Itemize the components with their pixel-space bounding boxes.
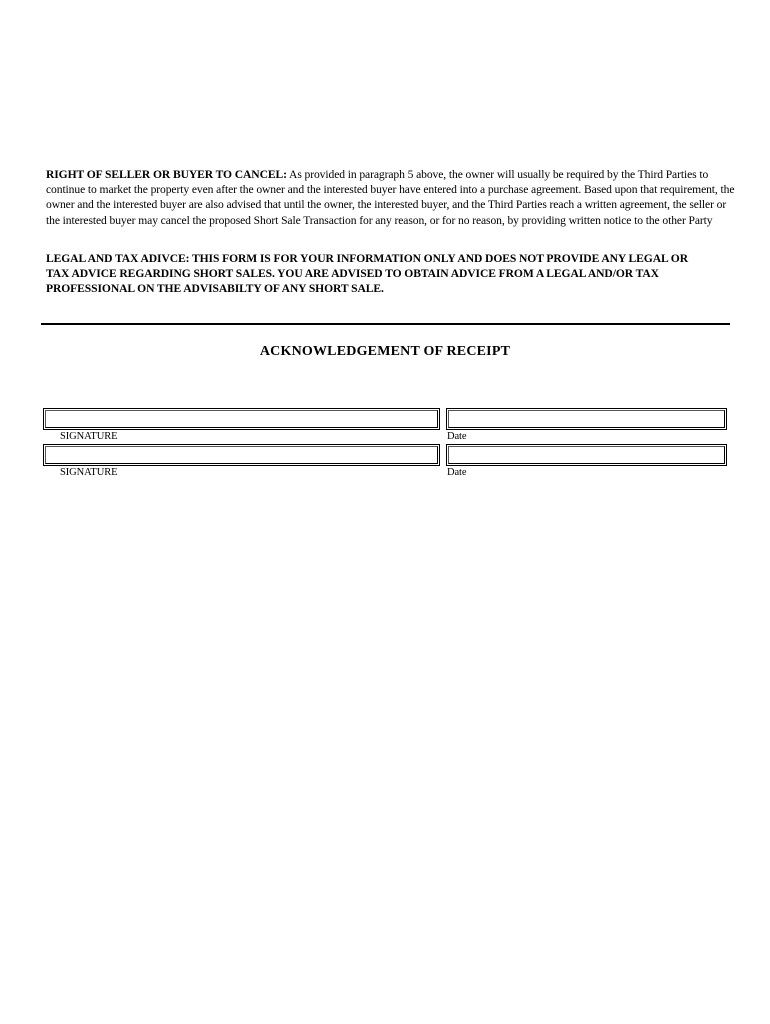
legal-tax-notice: LEGAL AND TAX ADIVCE: THIS FORM IS FOR YOUR INFORMATION ONLY AND DOES NOT PROVIDE ANY LEGAL OR TAX ADVICE REGARDING SHORT SALES. YOU ARE ADVISED TO OBTAIN ADVICE FROM A LEGAL AND/OR TAX PROFESSIONAL ON THE ADVISABILTY OF ANY SHORT SALE.	[46, 252, 688, 296]
signature-label-1: SIGNATURE	[60, 431, 118, 442]
signature-field-1[interactable]	[43, 408, 440, 430]
date-label-2: Date	[447, 467, 467, 478]
date-field-2[interactable]	[446, 444, 727, 466]
cancel-paragraph	[46, 167, 736, 228]
signature-label-2: SIGNATURE	[60, 467, 118, 478]
cancel-body: As provided in paragraph 5 above, the owner will usually be required by the Third Parties to continue to market the property even after the owner and the interested buyer have entered into a purchase agreement. Based upon that requirement, the owner and the interested buyer are also advised that until the owner, the interested buyer, and the Third Parties reach a written agreement, the seller or the interested buyer may cancel the proposed Short Sale Transaction for any reason, or for no reason, by providing written notice to the other Party	[46, 168, 735, 227]
signature-field-2[interactable]	[43, 444, 440, 466]
date-field-1[interactable]	[446, 408, 727, 430]
acknowledgement-title: ACKNOWLEDGEMENT OF RECEIPT	[259, 344, 511, 359]
section-divider	[41, 323, 730, 325]
date-label-1: Date	[447, 431, 467, 442]
cancel-heading: RIGHT OF SELLER OR BUYER TO CANCEL:	[46, 168, 287, 181]
